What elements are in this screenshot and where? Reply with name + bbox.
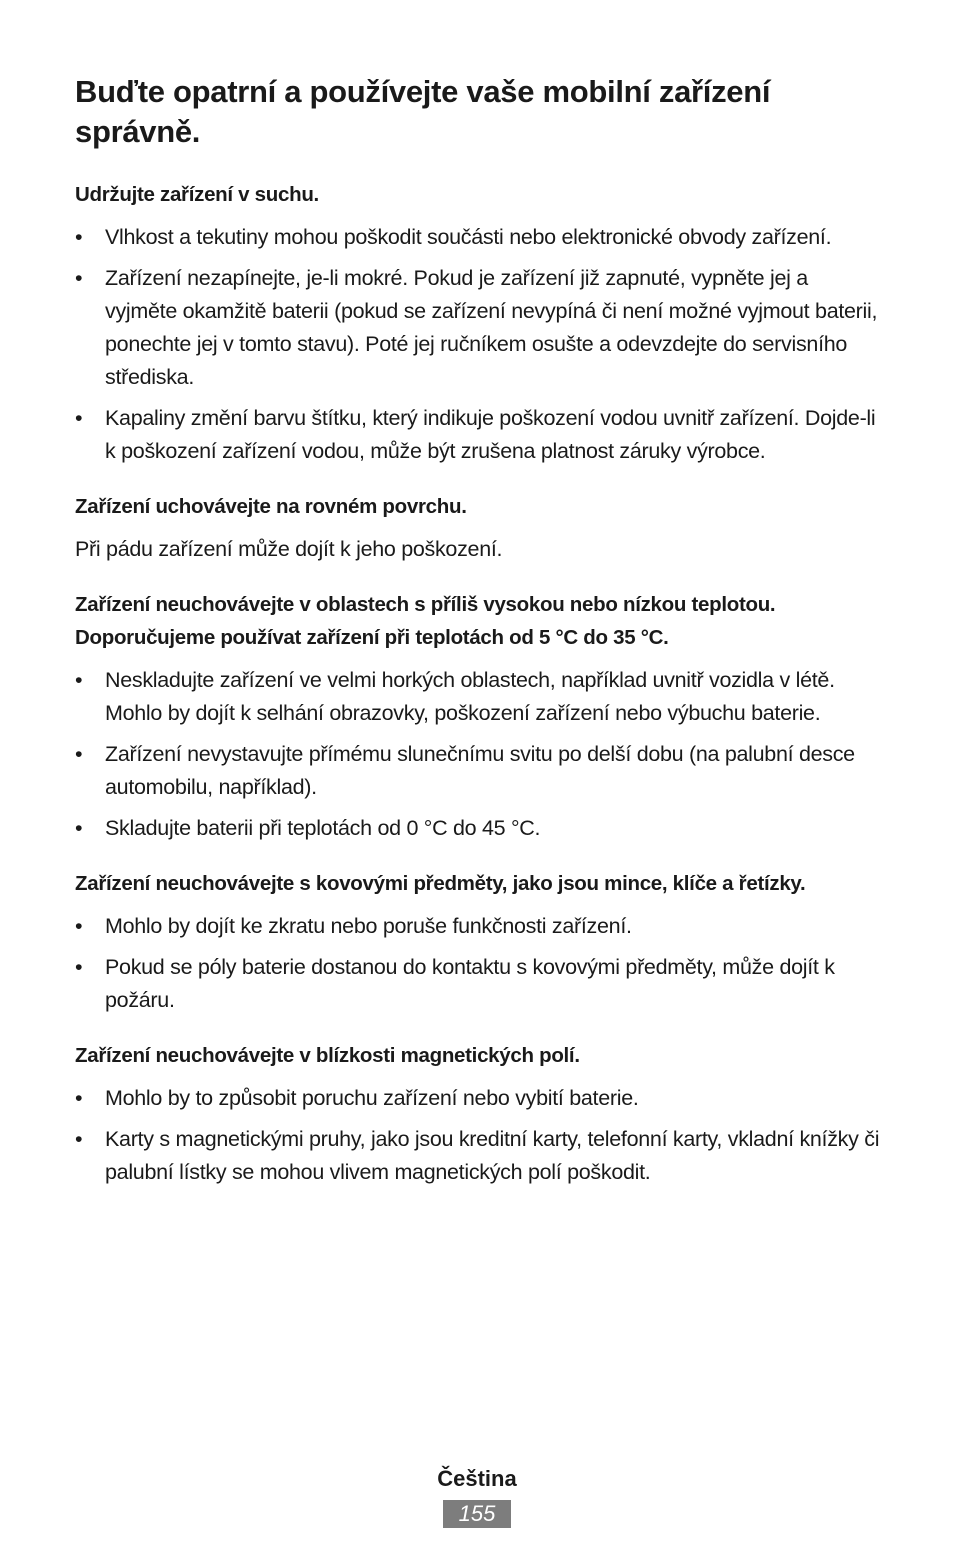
list-item-text: Zařízení nevystavujte přímému slunečnímu svitu po delší dobu (na palubní desce automobilu, například). <box>105 742 855 799</box>
list-item-text: Kapaliny změní barvu štítku, který indikuje poškození vodou uvnitř zařízení. Dojde-li k poškození zařízení vodou, může být zrušena platnost záruky výrobce. <box>105 406 876 463</box>
bullet-list <box>75 221 885 468</box>
section-heading: Zařízení neuchovávejte v blízkosti magnetických polí. <box>75 1044 580 1067</box>
bullet-icon: • <box>75 225 83 249</box>
bullet-icon: • <box>75 1127 83 1151</box>
section-magnetic-fields <box>75 1039 885 1189</box>
section-keep-dry <box>75 178 885 468</box>
bullet-icon: • <box>75 955 83 979</box>
bullet-icon: • <box>75 914 83 938</box>
section-metal-objects <box>75 867 885 1017</box>
bullet-icon: • <box>75 1086 83 1110</box>
list-item <box>75 951 885 1017</box>
section-heading: Udržujte zařízení v suchu. <box>75 183 319 206</box>
bullet-icon: • <box>75 668 83 692</box>
list-item <box>75 221 885 254</box>
list-item-text: Karty s magnetickými pruhy, jako jsou kreditní karty, telefonní karty, vkladní knížky či palubní lístky se mohou vlivem magnetických polí poškodit. <box>105 1127 880 1184</box>
list-item <box>75 262 885 394</box>
page-number: 155 <box>443 1500 511 1528</box>
list-item <box>75 910 885 943</box>
list-item-text: Mohlo by to způsobit poruchu zařízení nebo vybití baterie. <box>105 1086 639 1110</box>
section-heading: Zařízení neuchovávejte s kovovými předměty, jako jsou mince, klíče a řetízky. <box>75 872 806 895</box>
section-flat-surface <box>75 490 885 566</box>
bullet-icon: • <box>75 742 83 766</box>
page-title: Buďte opatrní a používejte vaše mobilní zařízení správně. <box>75 74 771 149</box>
section-paragraph: Při pádu zařízení může dojít k jeho poškození. <box>75 537 503 561</box>
list-item <box>75 738 885 804</box>
page-footer <box>0 1462 954 1528</box>
bullet-list <box>75 1082 885 1189</box>
section-heading: Zařízení uchovávejte na rovném povrchu. <box>75 495 467 518</box>
list-item <box>75 664 885 730</box>
list-item <box>75 1123 885 1189</box>
footer-language: Čeština <box>437 1466 517 1491</box>
bullet-icon: • <box>75 266 83 290</box>
bullet-icon: • <box>75 406 83 430</box>
section-heading: Zařízení neuchovávejte v oblastech s příliš vysokou nebo nízkou teplotou. Doporučujeme používat zařízení při teplotách od 5 °C do 35 °C. <box>75 593 776 649</box>
list-item-text: Skladujte baterii při teplotách od 0 °C do 45 °C. <box>105 816 541 840</box>
list-item-text: Neskladujte zařízení ve velmi horkých oblastech, například uvnitř vozidla v létě. Mohlo by dojít k selhání obrazovky, poškození zařízení nebo výbuchu baterie. <box>105 668 835 725</box>
list-item <box>75 812 885 845</box>
bullet-icon: • <box>75 816 83 840</box>
list-item-text: Pokud se póly baterie dostanou do kontaktu s kovovými předměty, může dojít k požáru. <box>105 955 835 1012</box>
list-item-text: Vlhkost a tekutiny mohou poškodit součásti nebo elektronické obvody zařízení. <box>105 225 832 249</box>
list-item <box>75 402 885 468</box>
section-temperature <box>75 588 885 845</box>
bullet-list <box>75 664 885 845</box>
list-item-text: Zařízení nezapínejte, je-li mokré. Pokud je zařízení již zapnuté, vypněte jej a vyjměte okamžitě baterii (pokud se zařízení nevypíná či není možné vyjmout baterii, ponechte jej v tomto stavu). Poté jej ručníkem osušte a odevzdejte do servisního střediska. <box>105 266 878 389</box>
bullet-list <box>75 910 885 1017</box>
list-item <box>75 1082 885 1115</box>
list-item-text: Mohlo by dojít ke zkratu nebo poruše funkčnosti zařízení. <box>105 914 632 938</box>
document-page <box>75 72 885 1197</box>
